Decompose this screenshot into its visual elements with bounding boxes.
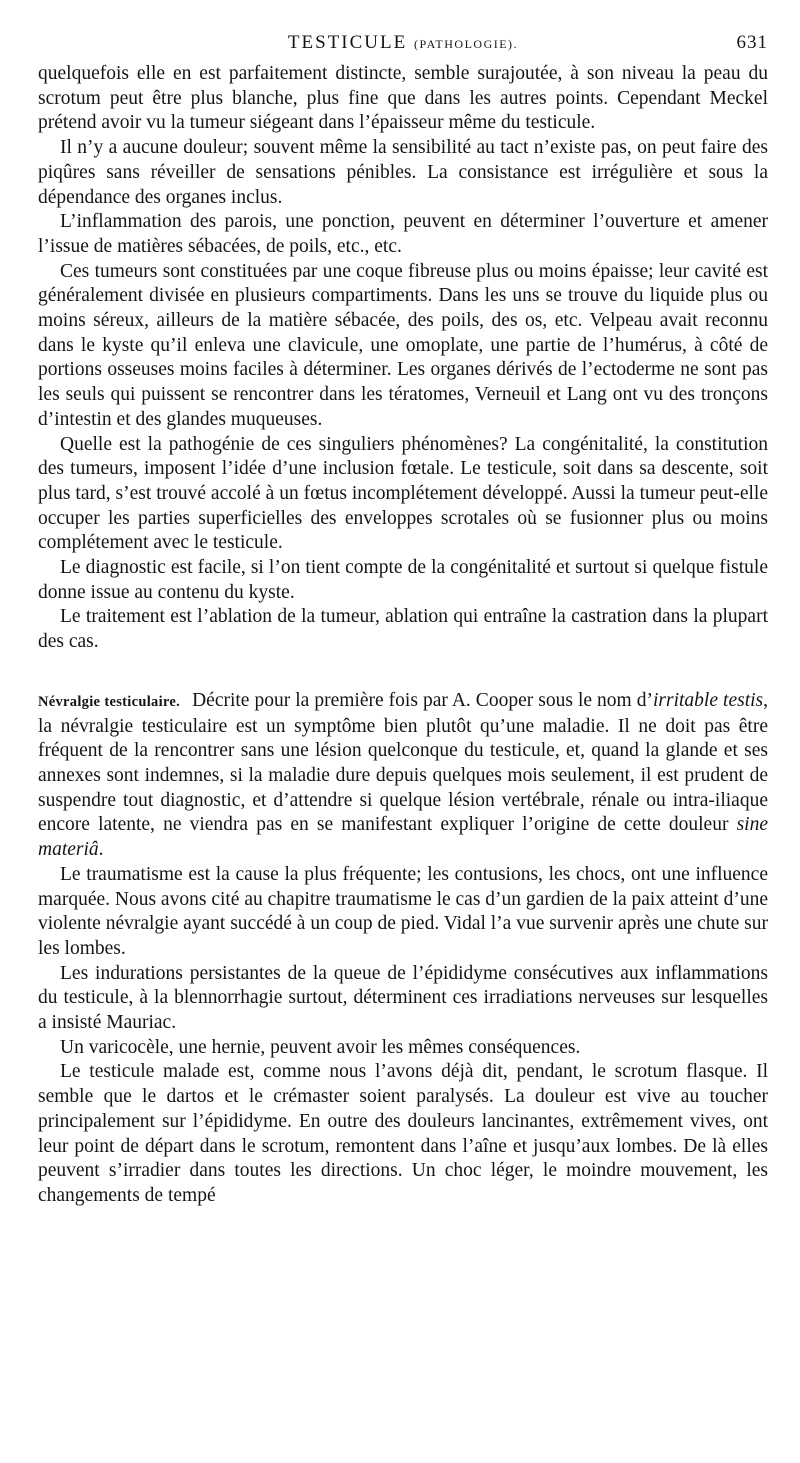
page-number: 631 bbox=[736, 32, 768, 53]
paragraph: Un varicocèle, une hernie, peuvent avoir les mêmes conséquences. bbox=[60, 1036, 581, 1058]
paragraph: quelquefois elle en est parfaitement distincte, semble surajoutée, à son niveau la peau du scrotum peut être plus blanche, plus fine que dans les autres points. Cependant Meckel prétend avoir vu la tumeur siégeant dans l’épaisseur même du testicule. bbox=[38, 63, 768, 134]
text-run: , la névralgie testiculaire est un symptôme bien plutôt qu’une maladie. Il ne doit pas être fréquent de la rencontrer sans une lésion quelconque du testicule, et, quand la glande et ses annexes sont indemnes, si la maladie dure depuis quelques mois seulement, il est prudent de suspendre tout diagnostic, et d’attendre si quelque lésion vertébrale, rénale ou intra-iliaque encore latente, ne viendra pas en se manifestant expliquer l’origine de cette douleur bbox=[38, 689, 768, 836]
paragraph: L’inflammation des parois, une ponction, peuvent en déterminer l’ouverture et amener l’issue de matières sébacées, de poils, etc., etc. bbox=[38, 211, 768, 257]
running-head bbox=[38, 24, 768, 62]
document-page bbox=[38, 24, 768, 1209]
text-run: . bbox=[98, 839, 104, 861]
paragraph bbox=[38, 689, 768, 863]
running-title-main: TESTICULE bbox=[287, 32, 414, 53]
paragraph: Le traumatisme est la cause la plus fréquente; les contusions, les chocs, ont une influence marquée. Nous avons cité au chapitre traumatisme le cas d’un gardien de la paix atteint d’une violente névralgie ayant succédé à un coup de pied. Vidal l’a vue survenir après une chute sur les lombes. bbox=[38, 863, 768, 959]
italic-term: irritable testis bbox=[653, 689, 764, 711]
paragraph: Le testicule malade est, comme nous l’avons déjà dit, pendant, le scrotum flasque. Il semble que le dartos et le crémaster soient paralysés. La douleur est vive au toucher principalement sur l’épididyme. En outre des douleurs lancinantes, extrêmement vives, ont leur point de départ dans le scrotum, remontent dans l’aîne et jusqu’aux lombes. De là elles peuvent s’irradier dans toutes les directions. Un choc léger, le moindre mouvement, les changements de tempé bbox=[38, 1061, 768, 1206]
text-run: Décrite pour la première fois par A. Cooper sous le nom d’ bbox=[192, 689, 653, 711]
italic-term: sine materiâ bbox=[38, 814, 768, 861]
paragraph: Les indurations persistantes de la queue de l’épididyme consécutives aux inflammations du testicule, à la blennorrhagie surtout, déterminent ces irradiations nerveuses sur lesquelles a insisté Mauriac. bbox=[38, 962, 768, 1034]
section-teratoma-continuation bbox=[38, 62, 768, 655]
paragraph: Le traitement est l’ablation de la tumeur, ablation qui entraîne la castration dans la plupart des cas. bbox=[38, 606, 768, 653]
paragraph: Quelle est la pathogénie de ces singuliers phénomènes? La congénitalité, la constitution des tumeurs, imposent l’idée d’une inclusion fœtale. Le testicule, soit dans sa descente, soit plus tard, s’est trouvé accolé à un fœtus incomplétement développé. Aussi la tumeur peut-elle occuper les parties superficielles des enveloppes scrotales où se fusionner plus ou moins complétement avec le testicule. bbox=[38, 433, 768, 554]
paragraph: Le diagnostic est facile, si l’on tient compte de la congénitalité et surtout si quelque fistule donne issue au contenu du kyste. bbox=[38, 557, 768, 603]
paragraph: Il n’y a aucune douleur; souvent même la sensibilité au tact n’existe pas, on peut faire des piqûres sans réveiller de sensations pénibles. La consistance est irrégulière et sous la dépendance des organes inclus. bbox=[38, 137, 768, 208]
section-heading: Névralgie testiculaire. bbox=[38, 693, 181, 710]
paragraph: Ces tumeurs sont constituées par une coque fibreuse plus ou moins épaisse; leur cavité est généralement divisée en plusieurs compartiments. Dans les uns se trouve du liquide plus ou moins séreux, ailleurs de la matière sébacée, des poils, des os, etc. Velpeau avait reconnu dans le kyste qu’il enleva une clavicule, une omoplate, une partie de l’humérus, à côté de portions osseuses moins faciles à déterminer. Les organes dérivés de l’ectoderme ne sont pas les seuls qui puissent se rencontrer dans les tératomes, Verneuil et Lang ont vu des tronçons d’intestin et des glandes muqueuses. bbox=[38, 260, 768, 430]
section-nevralgie-testiculaire bbox=[38, 689, 768, 1209]
running-title bbox=[38, 32, 768, 54]
running-title-sub: (PATHOLOGIE). bbox=[414, 37, 519, 51]
